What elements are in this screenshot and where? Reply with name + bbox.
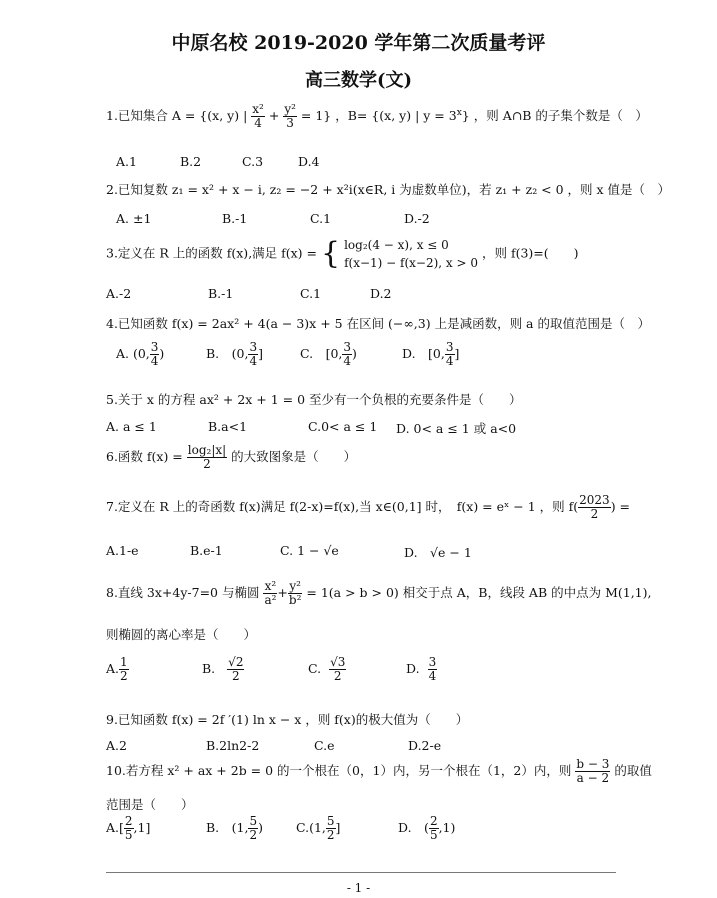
option: A. (0, $\frac{3}{4}$ ) (116, 340, 165, 369)
option: A. a ≤ 1 (106, 419, 157, 434)
option: B.2 (180, 154, 202, 169)
fraction: $\frac{\text{x²}}{4}$ (252, 102, 264, 131)
option: C. [0, $\frac{3}{4}$ ) (300, 340, 357, 369)
question-10-line2: 范围是（ ） (106, 797, 194, 812)
option: D. $\frac{3}{4}$ (406, 655, 437, 684)
fraction: $\frac{\text{x²}}{\text{a²}}$ (264, 579, 277, 608)
question-2: 2.已知复数 z₁ = x² + x − i, z₂ = −2 + x²i(x∈R, i 为虚数单位)，若 z₁ + z₂ < 0 ，则 x 值是（ ） (106, 182, 671, 197)
option: A.-2 (106, 286, 132, 301)
option: D. [0, $\frac{3}{4}$ ] (402, 340, 460, 369)
exam-title: 中原名校 2019-2020 学年第二次质量考评 (171, 32, 546, 54)
option: D.2 (370, 286, 392, 301)
fraction: $\frac{b - 3}{a - 2}$ (576, 757, 610, 786)
option: C. 1 − √e (280, 543, 339, 558)
option: B. (1, $\frac{5}{2}$ ) (206, 814, 263, 843)
option: C. $\frac{√3}{2}$ (308, 655, 346, 684)
option: B.e-1 (190, 543, 223, 558)
option: D. ( $\frac{2}{5}$ ,1) (398, 814, 456, 843)
fraction: $\frac{\text{y²}}{\text{b²}}$ (288, 579, 302, 608)
option: B.-1 (208, 286, 234, 301)
question-6: 6.函数 f(x) = $\frac{\text{log₂|x|}}{2}$ 的大致图象是（ ） (106, 443, 357, 472)
question-9: 9.已知函数 f(x) = 2f ′(1) ln x − x ，则 f(x)的极大值为（ ） (106, 712, 469, 727)
option: C.e (314, 738, 335, 753)
option: C.1 (310, 211, 332, 226)
option: D.-2 (404, 211, 430, 226)
question-5: 5.关于 x 的方程 ax² + 2x + 1 = 0 至少有一个负根的充要条件是（ ） (106, 392, 522, 407)
fraction: $\frac{\text{log₂|x|}}{2}$ (187, 443, 227, 472)
option: B.2ln2-2 (206, 738, 260, 753)
option: D. √e − 1 (404, 545, 472, 560)
option: C.(1, $\frac{5}{2}$ ] (296, 814, 341, 843)
exam-subtitle: 高三数学(文) (304, 70, 413, 91)
option: D.4 (298, 154, 320, 169)
brace-icon: { (321, 236, 341, 271)
option: B. $\frac{√2}{2}$ (202, 655, 244, 684)
question-10: 10.若方程 x² + ax + 2b = 0 的一个根在（0，1）内，另一个根在（1，2）内，则 $\frac{b - 3}{a - 2}$ 的取值 (106, 757, 652, 786)
question-7: 7.定义在 R 上的奇函数 f(x)满足 f(2-x)=f(x),当 x∈(0,1] 时， f(x) = eˣ − 1 ，则 f( $\frac{2023}{2}$ ) = (106, 493, 631, 522)
option: D. 0< a ≤ 1 或 a<0 (396, 421, 517, 436)
question-8-line2: 则椭圆的离心率是（ ） (106, 627, 257, 642)
option: C.3 (242, 154, 264, 169)
option: B.-1 (222, 211, 248, 226)
piecewise-cases: log₂(4 − x), x ≤ 0 f(x−1) − f(x−2), x > 0 (344, 238, 478, 270)
option: C.1 (300, 286, 322, 301)
question-4: 4.已知函数 f(x) = 2ax² + 4(a − 3)x + 5 在区间 (−∞,3) 上是减函数，则 a 的取值范围是（ ） (106, 316, 650, 331)
option: D.2-e (408, 738, 442, 753)
option: A. $\frac{1}{2}$ (106, 655, 128, 684)
question-8: 8.直线 3x+4y-7=0 与椭圆 $\frac{\text{x²}}{\text{a²}}$ + $\frac{\text{y²}}{\text{b²}}$ = 1(a > b > 0) 相交于点 A，B，线段 AB 的中点为 M(1,1), (106, 579, 652, 608)
option: B. (0, $\frac{3}{4}$ ] (206, 340, 263, 369)
option: C.0< a ≤ 1 (308, 419, 378, 434)
option: A.1 (116, 154, 137, 169)
option: A.1-e (106, 543, 139, 558)
footer-divider (106, 872, 616, 873)
option: A. ±1 (116, 211, 152, 226)
option: A.[ $\frac{2}{5}$ ,1] (106, 814, 151, 843)
option: B.a<1 (208, 419, 248, 434)
fraction: $\frac{\text{y²}}{3}$ (284, 102, 296, 131)
question-3: 3.定义在 R 上的函数 f(x),满足 f(x) = { log₂(4 − x), x ≤ 0 f(x−1) − f(x−2), x > 0 ，则 f(3)=( ) (106, 236, 579, 271)
option: A.2 (106, 738, 127, 753)
question-1: 1.已知集合 A = {(x, y) | $\frac{\text{x²}}{4}$ + $\frac{\text{y²}}{3}$ = 1} ，B= {(x, y) | $y = 3^x$} ，则 A∩B 的子集个数是（ ） (106, 102, 648, 131)
fraction: $\frac{2023}{2}$ (579, 493, 610, 522)
page-number: - 1 - (346, 881, 371, 895)
